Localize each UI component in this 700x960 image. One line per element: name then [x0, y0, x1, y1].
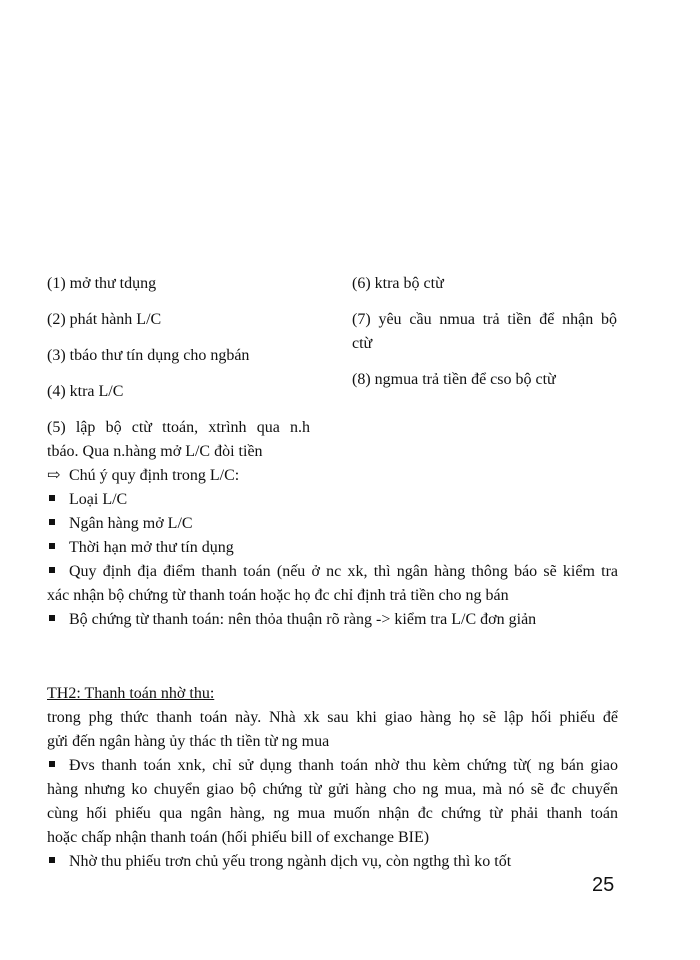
note-heading: Chú ý quy định trong L/C: — [69, 467, 240, 484]
square-bullet-icon — [49, 519, 55, 525]
square-bullet-icon — [49, 761, 55, 767]
square-bullet-icon — [49, 615, 55, 621]
step-7-line-1: (7) yêu cầu nmua trả tiền để nhận bộ — [352, 311, 617, 328]
step-3: (3) tbáo thư tín dụng cho ngbán — [47, 347, 250, 364]
step-4: (4) ktra L/C — [47, 383, 124, 400]
step-6: (6) ktra bộ ctừ — [352, 275, 444, 292]
step-7-line-2: ctừ — [352, 335, 373, 352]
page-number: 25 — [592, 874, 615, 896]
list-item: Ngân hàng mở L/C — [47, 514, 193, 534]
step-5-line-2: tbáo. Qua n.hàng mở L/C đòi tiền — [47, 443, 263, 460]
list-item: Đvs thanh toán xnk, chỉ sử dụng thanh toán nhờ thu kèm chứng từ( ng bán giao — [47, 756, 618, 776]
step-2: (2) phát hành L/C — [47, 311, 162, 328]
square-bullet-icon — [49, 543, 55, 549]
step-8: (8) ngmua trả tiền để cso bộ ctừ — [352, 371, 556, 388]
list-item: Loại L/C — [47, 490, 127, 510]
list-item-continuation: cùng hối phiếu qua ngân hàng, ng mua muốn nhận đc chứng từ phải thanh toán — [47, 805, 618, 822]
square-bullet-icon — [49, 495, 55, 501]
list-item: Quy định địa điểm thanh toán (nếu ở nc xk, thì ngân hàng thông báo sẽ kiểm tra — [47, 562, 618, 582]
intro-line-1: trong phg thức thanh toán này. Nhà xk sau khi giao hàng họ sẽ lập hối phiếu để — [47, 709, 618, 726]
note-heading-row — [47, 466, 239, 486]
step-5-line-1: (5) lập bộ ctừ ttoán, xtrình qua n.h — [47, 419, 310, 436]
list-item: Nhờ thu phiếu trơn chủ yếu trong ngành dịch vụ, còn ngthg thì ko tốt — [47, 852, 511, 872]
list-item: Thời hạn mở thư tín dụng — [47, 538, 234, 558]
square-bullet-icon — [49, 567, 55, 573]
step-1: (1) mở thư tdụng — [47, 275, 157, 292]
list-item-continuation: hàng nhưng ko chuyển giao bộ chứng từ gửi hàng cho ng mua, mà nó sẽ đc chuyển — [47, 781, 618, 798]
list-item: Bộ chứng từ thanh toán: nên thỏa thuận rõ ràng -> kiểm tra L/C đơn giản — [47, 610, 536, 630]
list-item-continuation: xác nhận bộ chứng từ thanh toán hoặc họ đc chỉ định trả tiền cho ng bán — [47, 587, 509, 604]
arrow-right-icon: ⇨ — [47, 467, 61, 484]
square-bullet-icon — [49, 857, 55, 863]
section-title: TH2: Thanh toán nhờ thu: — [47, 685, 215, 702]
list-item-continuation: hoặc chấp nhận thanh toán (hối phiếu bill of exchange BIE) — [47, 829, 430, 846]
intro-line-2: gửi đến ngân hàng ủy thác th tiền từ ng mua — [47, 733, 330, 750]
